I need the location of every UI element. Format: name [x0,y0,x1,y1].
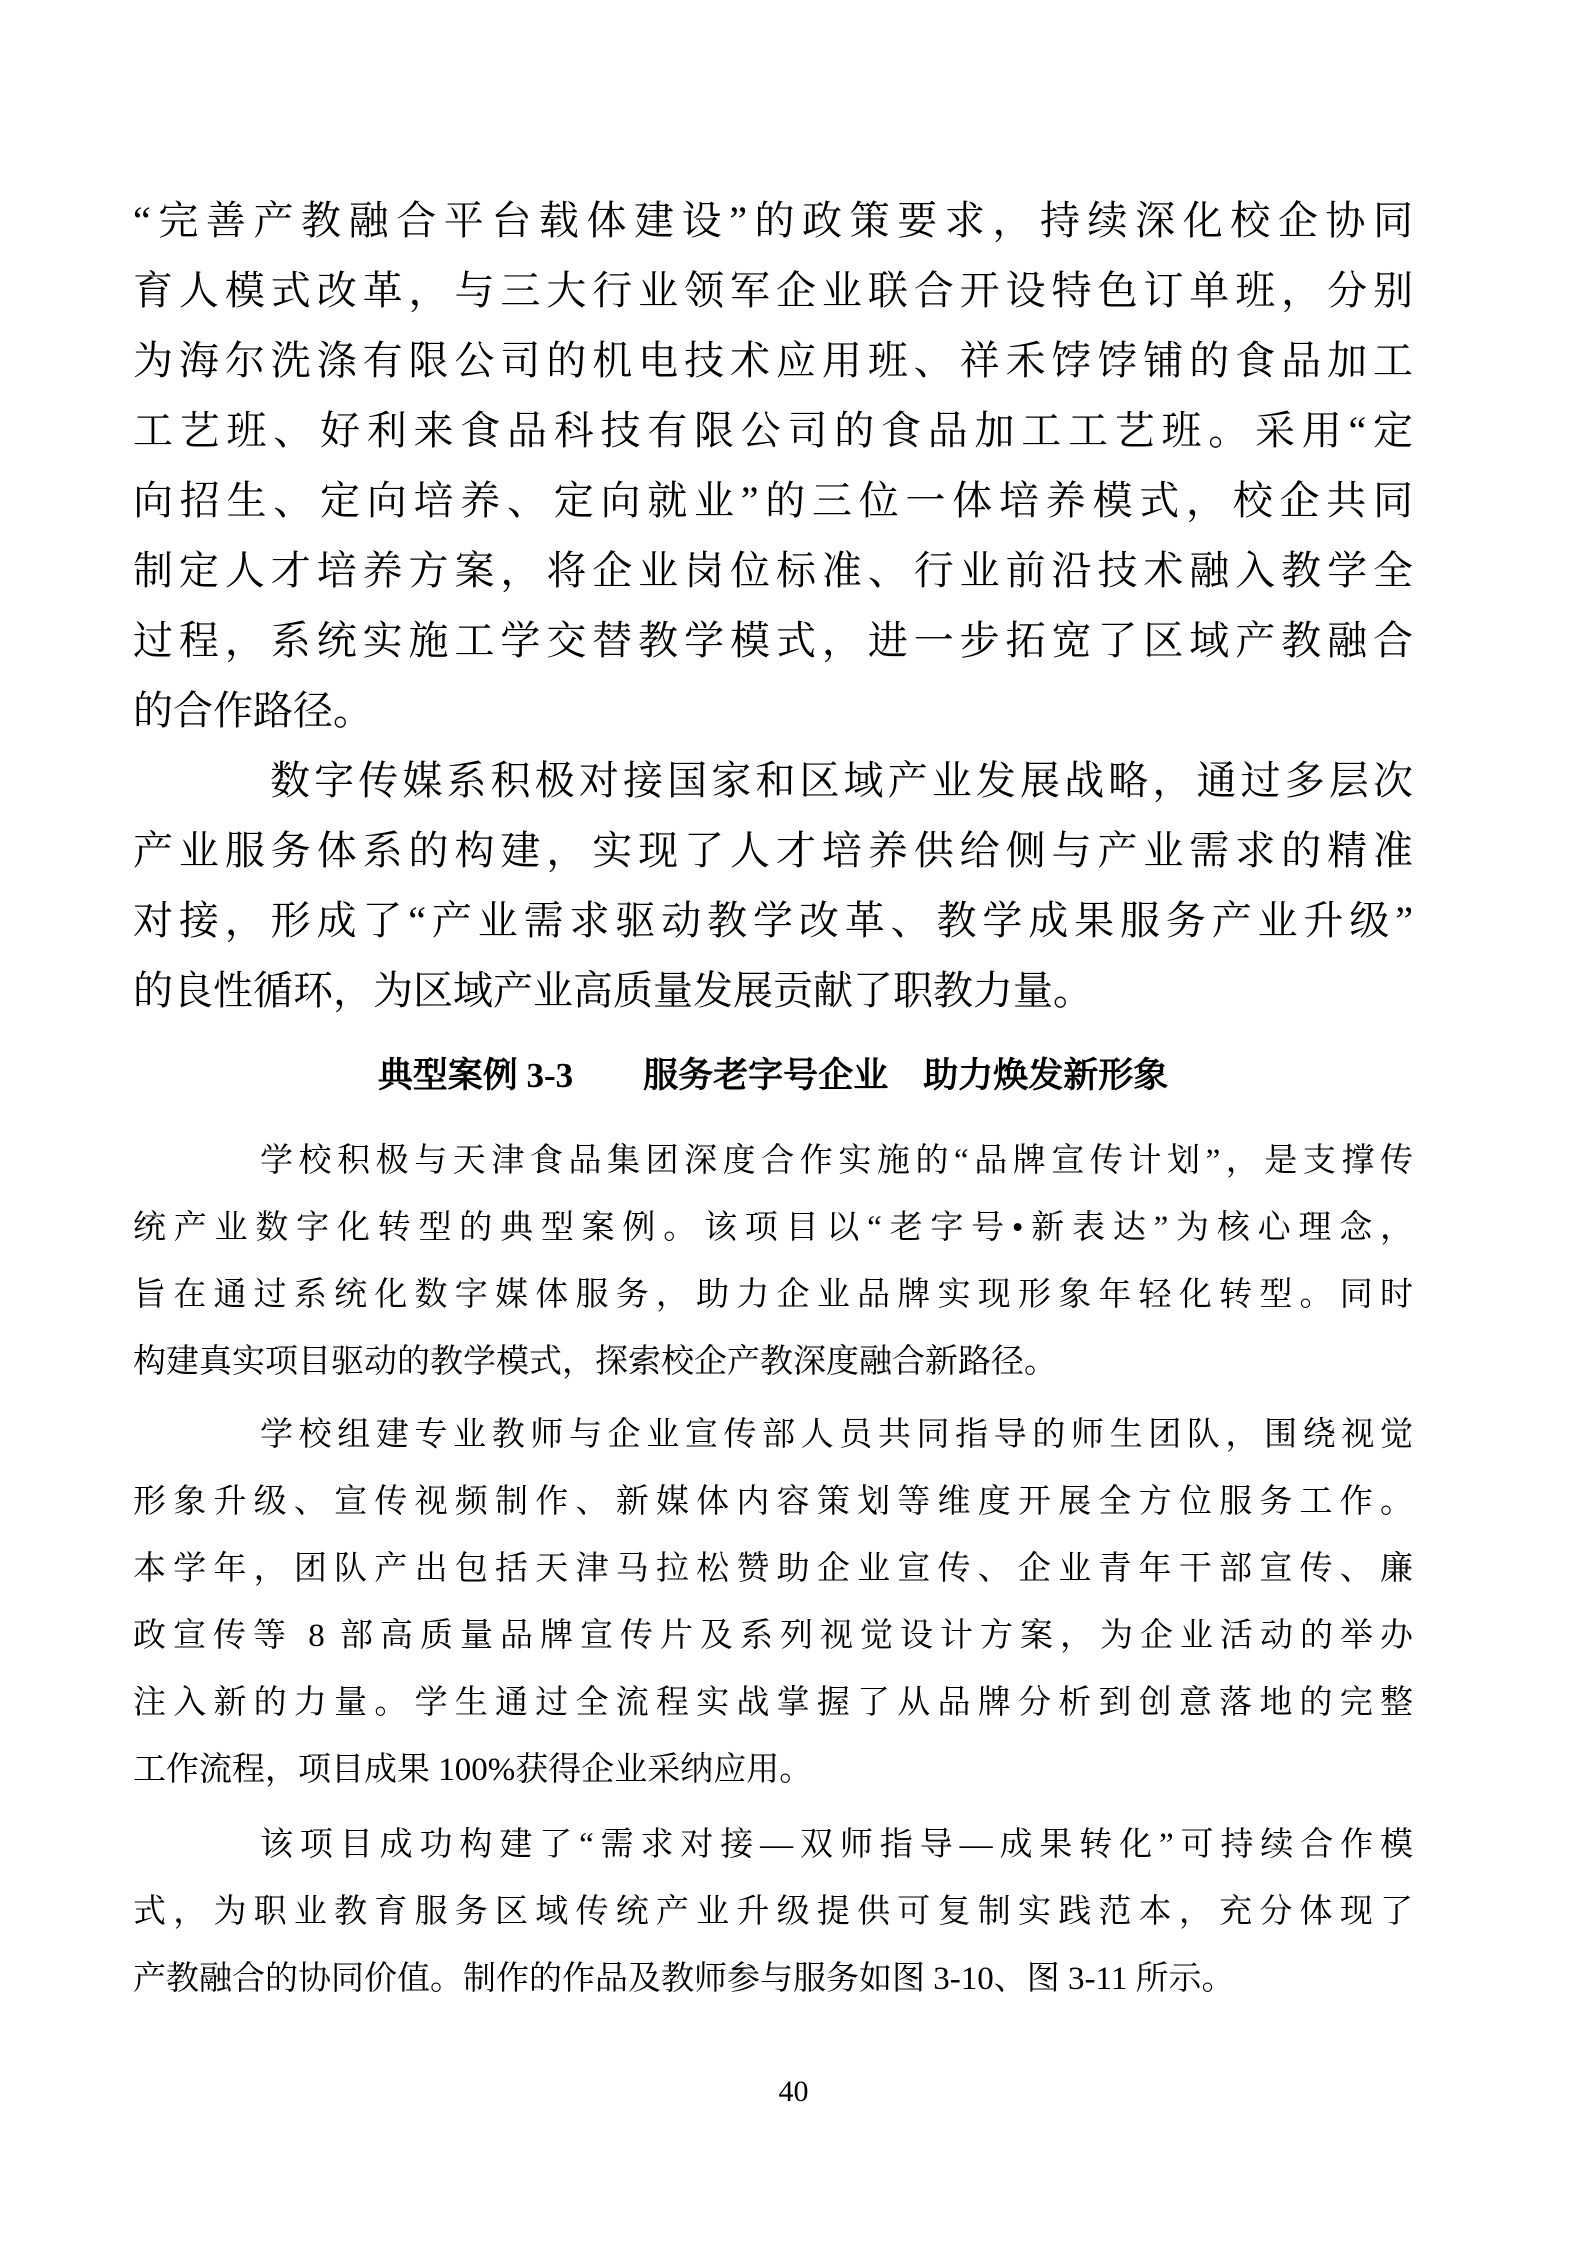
text-line: 育人模式改革，与三大行业领军企业联合开设特色订单班，分别 [133,268,1413,313]
text-line: 旨在通过系统化数字媒体服务，助力企业品牌实现形象年轻化转型。同时 [133,1277,1413,1313]
text-line: 为海尔洗涤有限公司的机电技术应用班、祥禾饽饽铺的食品加工 [133,338,1413,383]
text-line: 构建真实项目驱动的教学模式，探索校企产教深度融合新路径。 [133,1344,1057,1380]
text-line: 的良性循环，为区域产业高质量发展贡献了职教力量。 [133,968,1093,1013]
paragraph [133,186,1413,746]
text-line: 过程，系统实施工学交替教学模式，进一步拓宽了区域产教融合 [133,618,1413,663]
case-study-heading: 典型案例 3-3 服务老字号企业 助力焕发新形象 [377,1056,1169,1095]
text-line: 学校积极与天津食品集团深度合作实施的“品牌宣传计划”，是支撑传 [260,1143,1413,1179]
paragraph [133,746,1413,1026]
text-line: 学校组建专业教师与企业宣传部人员共同指导的师生团队，围绕视觉 [260,1417,1413,1453]
text-line: 形象升级、宣传视频制作、新媒体内容策划等维度开展全方位服务工作。 [133,1484,1413,1520]
page-number: 40 [778,2075,809,2108]
text-line: 该项目成功构建了“需求对接—双师指导—成果转化”可持续合作模 [260,1827,1413,1863]
paragraph [133,1128,1413,1396]
text-line: 本学年，团队产出包括天津马拉松赞助企业宣传、企业青年干部宣传、廉 [133,1551,1413,1587]
text-line: 工艺班、好利来食品科技有限公司的食品加工工艺班。采用“定 [133,408,1413,453]
paragraph [133,1812,1413,2013]
text-line: 的合作路径。 [133,688,373,733]
text-line: “完善产教融合平台载体建设”的政策要求，持续深化校企协同 [133,198,1413,243]
page-body [133,186,1413,2013]
text-line: 向招生、定向培养、定向就业”的三位一体培养模式，校企共同 [133,478,1413,523]
paragraph [133,1402,1413,1804]
text-line: 注入新的力量。学生通过全流程实战掌握了从品牌分析到创意落地的完整 [133,1685,1413,1721]
text-line: 对接，形成了“产业需求驱动教学改革、教学成果服务产业升级” [133,898,1413,943]
text-line: 产业服务体系的构建，实现了人才培养供给侧与产业需求的精准 [133,828,1413,873]
text-line: 数字传媒系积极对接国家和区域产业发展战略，通过多层次 [270,758,1413,803]
text-line: 产教融合的协同价值。制作的作品及教师参与服务如图 3-10、图 3-11 所示。 [133,1961,1235,1997]
text-line: 政宣传等 8 部高质量品牌宣传片及系列视觉设计方案，为企业活动的举办 [133,1618,1413,1654]
text-line: 制定人才培养方案，将企业岗位标准、行业前沿技术融入教学全 [133,548,1413,593]
text-line: 工作流程，项目成果 100%获得企业采纳应用。 [133,1752,813,1788]
text-line: 统产业数字化转型的典型案例。该项目以“老字号•新表达”为核心理念， [133,1210,1413,1246]
text-line: 式，为职业教育服务区域传统产业升级提供可复制实践范本，充分体现了 [133,1894,1413,1930]
